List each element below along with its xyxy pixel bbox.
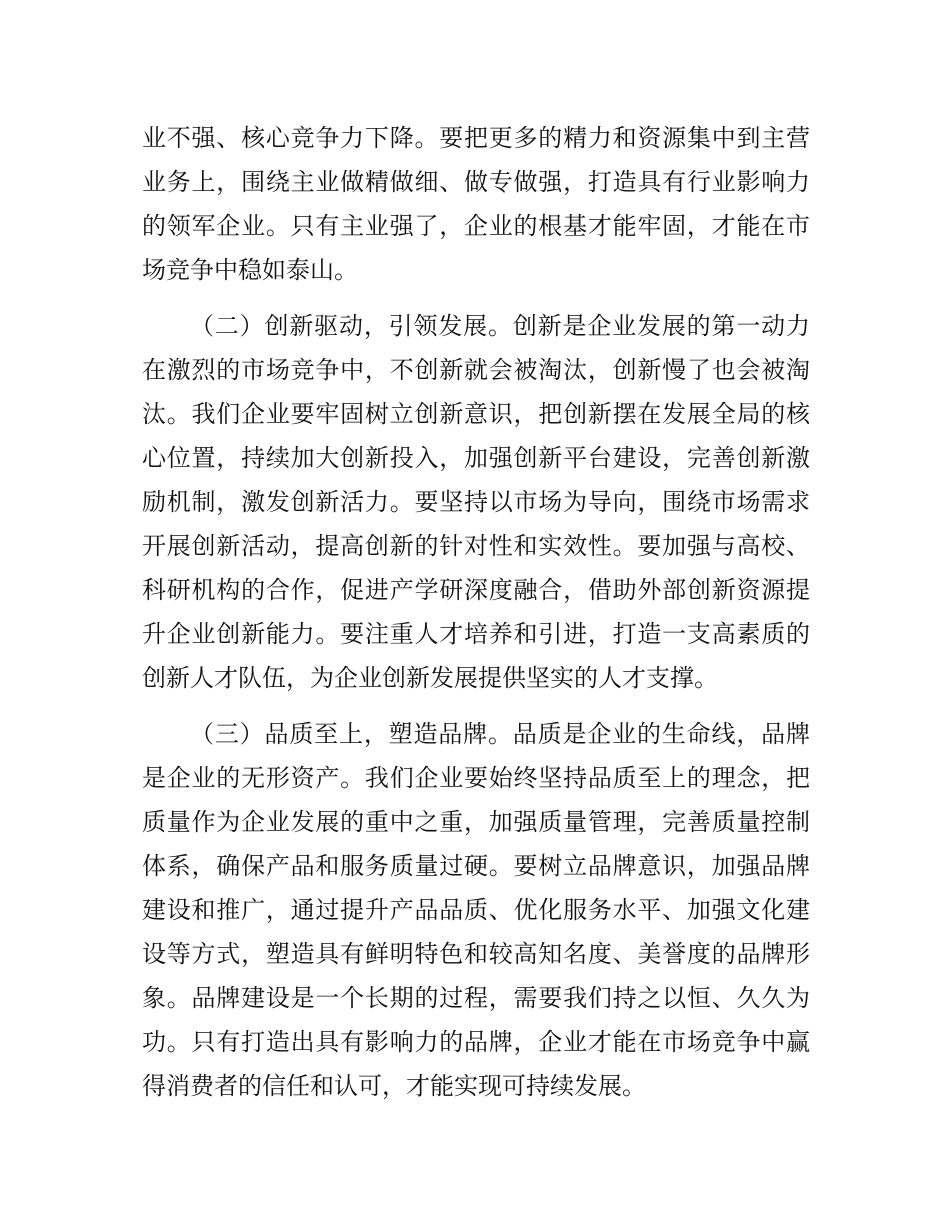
- paragraph-1-line-2: 业务上，围绕主业做精做细、做专做强，打造具有行业影响力: [142, 168, 810, 196]
- paragraph-1-line-1: 业不强、核心竞争力下降。要把更多的精力和资源集中到主营: [142, 124, 810, 152]
- paragraph-3-line-2: 是企业的无形资产。我们企业要始终坚持品质至上的理念，把: [142, 764, 810, 792]
- paragraph-3-line-8: 功。只有打造出具有影响力的品牌，企业才能在市场竞争中赢: [142, 1028, 810, 1056]
- paragraph-2-line-9: 创新人才队伍，为企业创新发展提供坚实的人才支撑。: [142, 664, 718, 692]
- paragraph-2-line-3: 汰。我们企业要牢固树立创新意识，把创新摆在发展全局的核: [142, 400, 810, 428]
- paragraph-3-line-6: 设等方式，塑造具有鲜明特色和较高知名度、美誉度的品牌形: [142, 940, 810, 968]
- paragraph-2-line-7: 科研机构的合作，促进产学研深度融合，借助外部创新资源提: [142, 576, 810, 604]
- paragraph-3-line-1: （三）品质至上，塑造品牌。品质是企业的生命线，品牌: [190, 720, 810, 748]
- paragraph-2-line-5: 励机制，激发创新活力。要坚持以市场为导向，围绕市场需求: [142, 488, 810, 516]
- paragraph-2-line-4: 心位置，持续加大创新投入，加强创新平台建设，完善创新激: [142, 444, 810, 472]
- paragraph-2-line-6: 开展创新活动，提高创新的针对性和实效性。要加强与高校、: [142, 532, 810, 560]
- paragraph-2-line-8: 升企业创新能力。要注重人才培养和引进，打造一支高素质的: [142, 620, 810, 648]
- paragraph-1-line-4: 场竞争中稳如泰山。: [142, 256, 358, 284]
- paragraph-3-line-4: 体系，确保产品和服务质量过硬。要树立品牌意识，加强品牌: [142, 852, 810, 880]
- paragraph-3-line-3: 质量作为企业发展的重中之重，加强质量管理，完善质量控制: [142, 808, 810, 836]
- paragraph-1-line-3: 的领军企业。只有主业强了，企业的根基才能牢固，才能在市: [142, 212, 810, 240]
- paragraph-2-line-1: （二）创新驱动，引领发展。创新是企业发展的第一动力: [190, 312, 810, 340]
- paragraph-2-line-2: 在激烈的市场竞争中，不创新就会被淘汰，创新慢了也会被淘: [142, 356, 810, 384]
- paragraph-3-line-9: 得消费者的信任和认可，才能实现可持续发展。: [142, 1072, 646, 1100]
- paragraph-3-line-5: 建设和推广，通过提升产品品质、优化服务水平、加强文化建: [142, 896, 810, 924]
- paragraph-3-line-7: 象。品牌建设是一个长期的过程，需要我们持之以恒、久久为: [142, 984, 810, 1012]
